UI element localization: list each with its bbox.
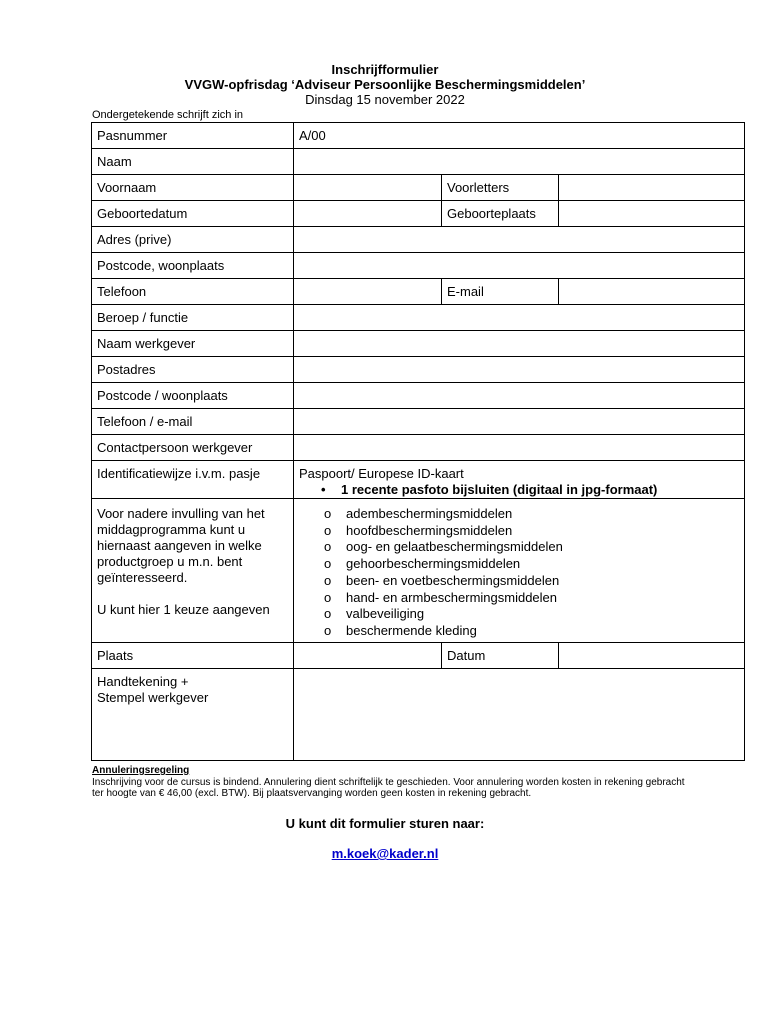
geboorteplaats-label: Geboorteplaats <box>442 201 559 227</box>
circle-option-icon: o <box>324 539 332 555</box>
email-link-wrapper <box>0 846 770 861</box>
option-list <box>299 506 739 640</box>
werkgever-label: Naam werkgever <box>92 331 294 357</box>
circle-option-icon: o <box>324 522 332 538</box>
plaats-field[interactable] <box>294 643 442 669</box>
cancellation-section <box>92 765 692 800</box>
naam-field[interactable] <box>294 149 745 175</box>
handtekening-label-line1: Handtekening + <box>97 674 189 689</box>
plaats-label: Plaats <box>92 643 294 669</box>
form-header <box>0 62 770 107</box>
interest-text: Voor nadere invulling van het middagprogramma kunt u hiernaast aangeven in welke productgroep u m.n. bent geïnteresseerd. <box>97 506 265 585</box>
telefoon-field[interactable] <box>294 279 442 305</box>
email-field[interactable] <box>559 279 745 305</box>
interest-choice-note: U kunt hier 1 keuze aangeven <box>97 602 270 617</box>
postcode-woonplaats-label: Postcode, woonplaats <box>92 253 294 279</box>
circle-option-icon: o <box>324 606 332 622</box>
handtekening-field[interactable] <box>294 669 745 761</box>
naam-label: Naam <box>92 149 294 175</box>
option-item[interactable]: o adembeschermingsmiddelen <box>324 506 513 521</box>
registration-form-table <box>91 122 745 761</box>
circle-option-icon: o <box>324 556 332 572</box>
cancellation-heading: Annuleringsregeling <box>92 765 190 776</box>
send-to-heading: U kunt dit formulier sturen naar: <box>285 816 485 831</box>
option-item[interactable]: o hand- en armbeschermingsmiddelen <box>324 589 558 605</box>
interest-label <box>92 499 294 643</box>
option-item[interactable]: o been- en voetbeschermingsmiddelen <box>324 572 560 588</box>
contactpersoon-field[interactable] <box>294 435 745 461</box>
adres-field[interactable] <box>294 227 745 253</box>
pasfoto-note-text: 1 recente pasfoto bijsluiten (digitaal in jpg-formaat) <box>341 482 658 497</box>
adres-label: Adres (prive) <box>92 227 294 253</box>
circle-option-icon: o <box>324 589 332 605</box>
telefoon-email-label: Telefoon / e-mail <box>92 409 294 435</box>
pasnummer-label: Pasnummer <box>92 123 294 149</box>
pasfoto-note <box>299 482 739 498</box>
pasnummer-field[interactable]: A/00 <box>294 123 745 149</box>
identificatie-field <box>294 461 745 499</box>
beroep-field[interactable] <box>294 305 745 331</box>
form-title: Inschrijfformulier <box>331 62 439 77</box>
voornaam-field[interactable] <box>294 175 442 201</box>
telefoon-label: Telefoon <box>92 279 294 305</box>
intro-text: Ondergetekende schrijft zich in <box>92 109 244 121</box>
datum-label: Datum <box>442 643 559 669</box>
cancellation-text: Inschrijving voor de cursus is bindend. Annulering dient schriftelijk te geschieden. Voor annulering worden kosten in rekening gebracht ter hoogte van € 46,00 (excl. BTW). Bij plaatsvervanging worden geen kosten in rekening gebracht. <box>92 776 685 799</box>
postcode-werk-field[interactable] <box>294 383 745 409</box>
postcode-woonplaats-field[interactable] <box>294 253 745 279</box>
identificatie-label: Identificatiewijze i.v.m. pasje <box>92 461 294 499</box>
option-item[interactable]: o hoofdbeschermingsmiddelen <box>324 522 513 538</box>
datum-field[interactable] <box>559 643 745 669</box>
interest-options <box>294 499 745 643</box>
circle-option-icon: o <box>324 506 332 521</box>
voornaam-label: Voornaam <box>92 175 294 201</box>
postadres-field[interactable] <box>294 357 745 383</box>
event-title: VVGW-opfrisdag ‘Adviseur Persoonlijke Beschermingsmiddelen’ <box>184 77 586 92</box>
geboortedatum-label: Geboortedatum <box>92 201 294 227</box>
event-date: Dinsdag 15 november 2022 <box>305 92 465 107</box>
handtekening-label <box>92 669 294 761</box>
postcode-werk-label: Postcode / woonplaats <box>92 383 294 409</box>
werkgever-field[interactable] <box>294 331 745 357</box>
geboorteplaats-field[interactable] <box>559 201 745 227</box>
beroep-label: Beroep / functie <box>92 305 294 331</box>
voorletters-label: Voorletters <box>442 175 559 201</box>
identificatie-value: Paspoort/ Europese ID-kaart <box>299 466 464 481</box>
email-label: E-mail <box>442 279 559 305</box>
option-item[interactable]: o gehoorbeschermingsmiddelen <box>324 556 521 572</box>
circle-option-icon: o <box>324 622 332 638</box>
telefoon-email-field[interactable] <box>294 409 745 435</box>
postadres-label: Postadres <box>92 357 294 383</box>
option-item[interactable]: o beschermende kleding <box>324 622 477 638</box>
circle-option-icon: o <box>324 572 332 588</box>
option-item[interactable]: o valbeveiliging <box>324 606 425 622</box>
email-link[interactable]: m.koek@kader.nl <box>331 846 439 861</box>
voorletters-field[interactable] <box>559 175 745 201</box>
contactpersoon-label: Contactpersoon werkgever <box>92 435 294 461</box>
geboortedatum-field[interactable] <box>294 201 442 227</box>
handtekening-label-line2: Stempel werkgever <box>97 690 209 705</box>
option-item[interactable]: o oog- en gelaatbeschermingsmiddelen <box>324 539 563 555</box>
bullet-icon: • <box>321 482 326 497</box>
